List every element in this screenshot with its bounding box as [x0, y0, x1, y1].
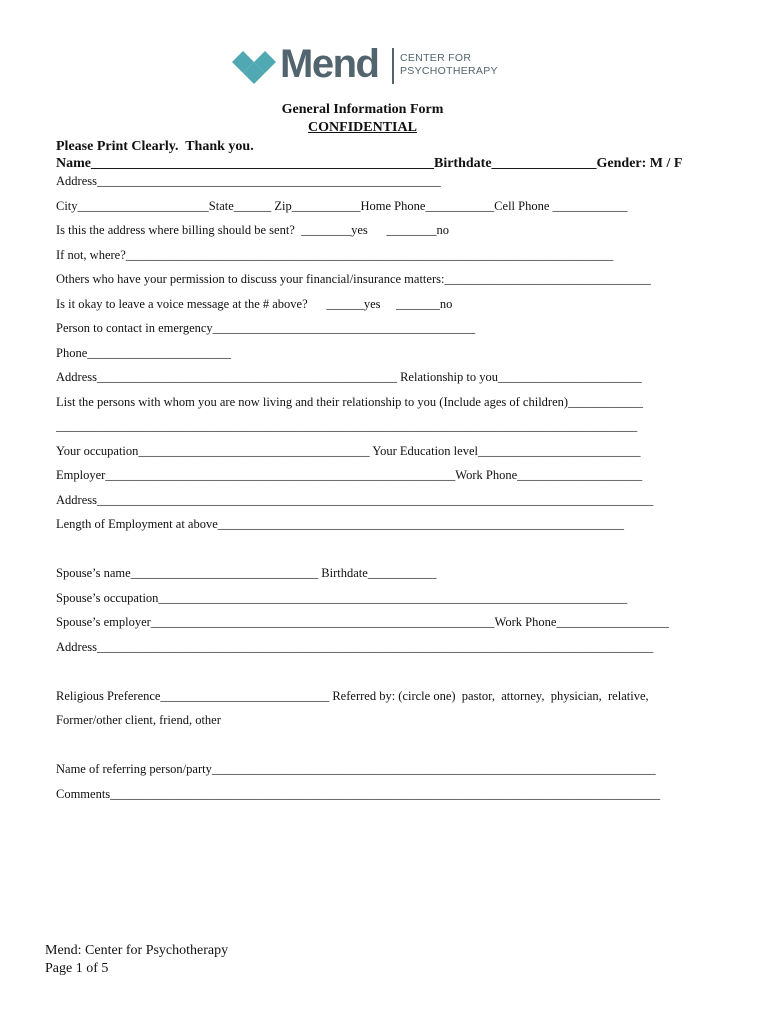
spouse-employer-field[interactable]: Spouse’s employer_______________________________________________________Work Phone__________________ [56, 615, 669, 629]
footer-page-number: Page 1 of 5 [45, 961, 109, 976]
logo-divider [392, 48, 394, 84]
household-members-continuation-field[interactable]: _____________________________________________________________________________________________ [56, 419, 638, 433]
billing-alternate-address-field[interactable]: If not, where?______________________________________________________________________________ [56, 248, 614, 262]
emergency-contact-field[interactable]: Person to contact in emergency__________________________________________ [56, 321, 476, 335]
household-members-field[interactable]: List the persons with whom you are now living and their relationship to you (Include ages of children)____________ [56, 395, 644, 409]
occupation-education-field[interactable]: Your occupation_____________________________________ Your Education level__________________________ [56, 444, 641, 458]
logo-subtitle [400, 52, 498, 78]
emergency-address-relationship-field[interactable]: Address________________________________________________ Relationship to you_______________________ [56, 370, 642, 384]
footer-org-name: Mend: Center for Psychotherapy [45, 943, 229, 958]
emergency-phone-field[interactable]: Phone_______________________ [56, 346, 231, 360]
form-title: General Information Form [281, 102, 444, 117]
mend-logo-mark-icon [232, 46, 276, 86]
voice-message-question[interactable]: Is it okay to leave a voice message at the # above? ______yes _______no [56, 297, 453, 311]
logo-subtitle-line2: PSYCHOTHERAPY [400, 65, 498, 77]
spouse-name-birthdate-field[interactable]: Spouse’s name______________________________ Birthdate___________ [56, 566, 437, 580]
employer-address-field[interactable]: Address_________________________________________________________________________________________ [56, 493, 654, 507]
name-birthdate-gender-field[interactable]: Name_________________________________________________Birthdate_______________Gender: M / F [56, 156, 683, 171]
print-clearly-note: Please Print Clearly. Thank you. [56, 139, 254, 154]
religious-preference-referred-by-field[interactable]: Religious Preference___________________________ Referred by: (circle one) pastor, attorney, physician, relative, [56, 689, 649, 703]
confidential-heading: CONFIDENTIAL [308, 120, 417, 135]
logo-wordmark: Mend [280, 42, 379, 86]
referral-options-continuation: Former/other client, friend, other [56, 713, 221, 727]
billing-address-question[interactable]: Is this the address where billing should be sent? ________yes ________no [56, 223, 450, 237]
spouse-address-field[interactable]: Address_________________________________________________________________________________________ [56, 640, 654, 654]
mend-logo [232, 44, 502, 88]
permission-to-discuss-field[interactable]: Others who have your permission to discuss your financial/insurance matters:_________________________________ [56, 272, 651, 286]
logo-subtitle-line1: CENTER FOR [400, 52, 472, 64]
city-state-zip-phone-field[interactable]: City_____________________State______ Zip___________Home Phone___________Cell Phone ____________ [56, 199, 628, 213]
referring-person-field[interactable]: Name of referring person/party_______________________________________________________________________ [56, 762, 656, 776]
employer-work-phone-field[interactable]: Employer________________________________________________________Work Phone____________________ [56, 468, 643, 482]
spouse-occupation-field[interactable]: Spouse’s occupation___________________________________________________________________________ [56, 591, 628, 605]
comments-field[interactable]: Comments________________________________________________________________________________________ [56, 787, 661, 801]
address-field[interactable]: Address_______________________________________________________ [56, 174, 441, 188]
employment-length-field[interactable]: Length of Employment at above_________________________________________________________________ [56, 517, 625, 531]
